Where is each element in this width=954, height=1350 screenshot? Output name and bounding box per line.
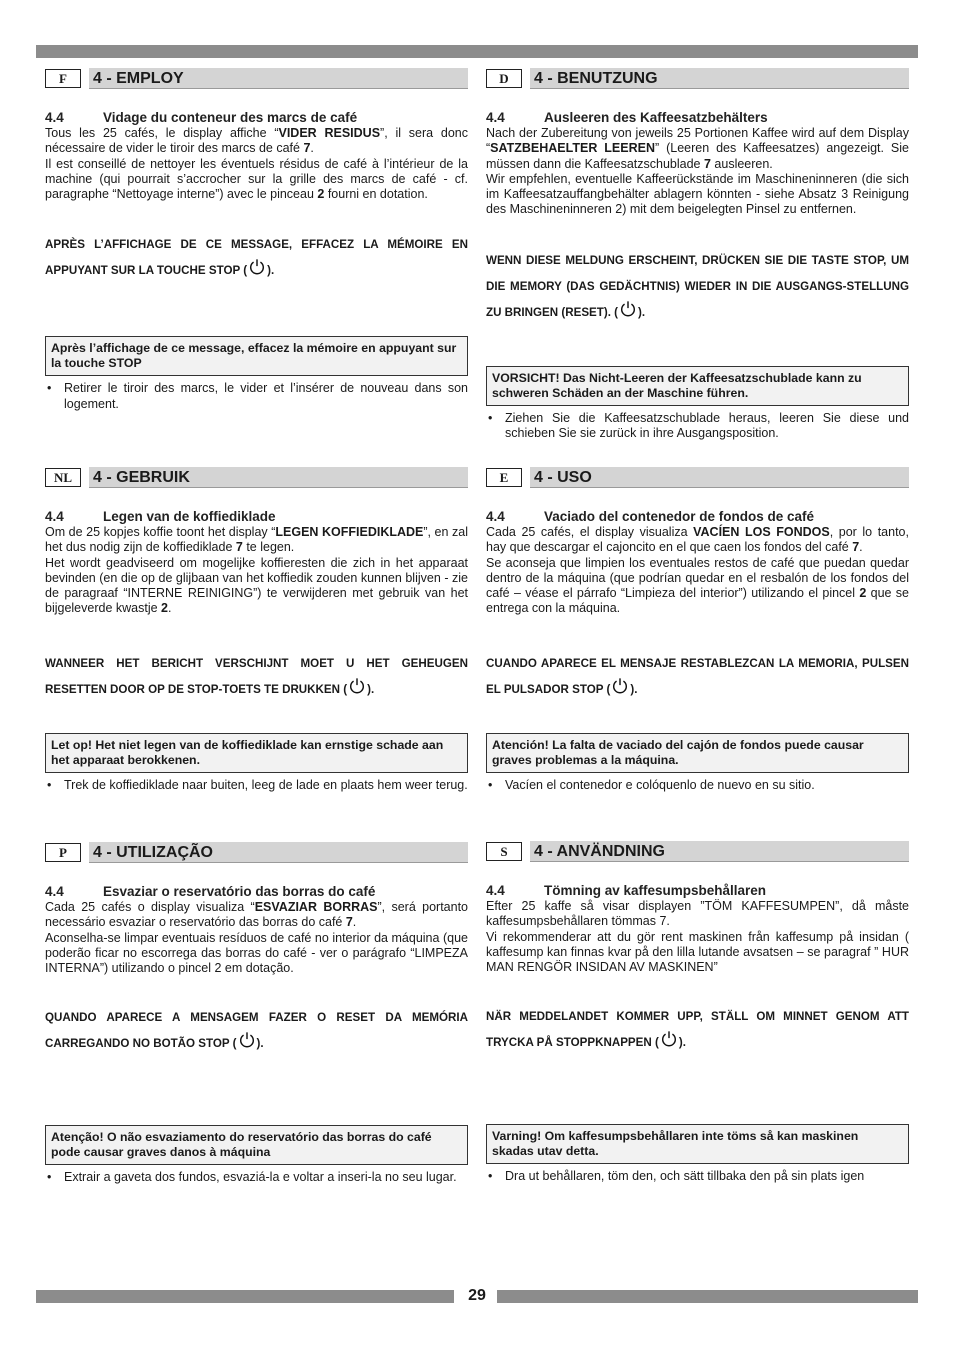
text: Wir empfehlen, eventuelle Kaffeerückstände im Maschineninneren (die sich im Kaffeesatzauffangbehälter ablagern könnten - siehe Absatz 3 Reinigung des Maschineninneren 2) mit dem beigelegten Pinsel zu entfernen. — [486, 171, 909, 217]
part-number: 7 — [303, 141, 311, 156]
display-message: VIDER RESIDUS — [278, 126, 381, 140]
section-header — [486, 68, 909, 90]
section-title: 4 - USO — [534, 469, 592, 486]
text: Il est conseillé de nettoyer les éventuels résidus de café à l’intérieur de la machine (qui pourrait s’accrocher sur la grille des marcs de café - cf. paragraphe “Nettoyage interne”) avec le pinceau — [45, 156, 468, 202]
power-icon — [619, 300, 637, 318]
section-header — [486, 841, 909, 863]
body-text — [45, 900, 468, 976]
text: . — [310, 141, 314, 156]
bullet-item — [486, 411, 909, 442]
display-message: VACÍEN LOS FONDOS — [693, 525, 830, 539]
body-text — [45, 126, 468, 202]
text: ). — [638, 305, 646, 319]
bullet-dot: • — [488, 1169, 493, 1184]
part-number: 2 — [859, 586, 867, 601]
bullet-text: Extrair a gaveta dos fundos, esvaziá-la e voltar a inseri-la no seu lugar. — [64, 1170, 457, 1185]
body-text — [45, 525, 468, 617]
text: que se entrega con la máquina. — [486, 586, 909, 616]
subsection-title: Vidage du conteneur des marcs de café — [103, 110, 358, 125]
bullet-text: Dra ut behållaren, töm den, och sätt tillbaka den på sin plats igen — [505, 1169, 865, 1184]
subsection-heading — [45, 884, 468, 900]
bullet-item — [486, 1169, 909, 1184]
text: APRÈS L’AFFICHAGE DE CE MESSAGE, EFFACEZ LA MÉMOIRE EN APPUYANT SUR LA TOUCHE STOP ( — [45, 238, 468, 278]
text: NÄR MEDDELANDET KOMMER UPP, STÄLL OM MINNET GENOM ATT TRYCKA PÅ STOPPKNAPPEN ( — [486, 1010, 909, 1050]
section-pt — [45, 842, 468, 1186]
power-icon — [248, 258, 266, 276]
text: ). — [267, 264, 275, 278]
section-nl — [45, 467, 468, 793]
section-title: 4 - UTILIZAÇÃO — [93, 844, 213, 861]
text: Aconselha-se limpar eventuais resíduos de café no interior da máquina (que poderão ficar no escorrega das borras do café - ver o parágrafo “LIMPEZA INTERNA”) utilizando o pincel 2 em dotação. — [45, 930, 468, 976]
text: ” (Leeren des Kaffeesatzes) angezeigt. Sie müssen dann die Kaffeesatzschublade — [486, 141, 909, 171]
section-title: 4 - BENUTZUNG — [534, 70, 658, 87]
page-number: 29 — [468, 1287, 486, 1304]
text: Om de 25 kopjes koffie toont het display “ — [45, 525, 276, 539]
paragraph-2 — [45, 157, 468, 203]
section-header — [45, 842, 468, 864]
section-fr — [45, 68, 468, 412]
bullet-item — [45, 1170, 468, 1185]
section-title: 4 - EMPLOY — [93, 70, 184, 87]
text: ausleeren. — [710, 156, 773, 171]
body-text — [486, 525, 909, 617]
paragraph-2 — [486, 930, 909, 976]
warning-box: Atención! La falta de vaciado del cajón de fondos puede causar graves problemas a la máquina. — [486, 733, 909, 773]
text: ). — [678, 1036, 686, 1050]
section-header — [45, 68, 468, 90]
reset-instruction — [486, 651, 909, 703]
text: Cada 25 cafés, el display visualiza — [486, 525, 694, 539]
reset-instruction — [45, 232, 468, 284]
subsection-number: 4.4 — [45, 509, 64, 524]
reset-instruction — [45, 651, 468, 703]
warning-box: Atenção! O não esvaziamento do reservatório das borras do café pode causar graves danos à máquina — [45, 1125, 468, 1165]
body-text — [486, 899, 909, 975]
paragraph-1 — [45, 900, 468, 931]
reset-instruction — [45, 1005, 468, 1057]
bullet-dot: • — [47, 1170, 52, 1185]
text: Cada 25 cafés o display visualiza “ — [45, 900, 255, 914]
section-sv — [486, 841, 909, 1185]
text: WANNEER HET BERICHT VERSCHIJNT MOET U HET GEHEUGEN RESETTEN DOOR OP DE STOP-TOETS TE DRUKKEN ( — [45, 656, 468, 696]
subsection-title: Esvaziar o reservatório das borras do café — [103, 884, 376, 899]
text: ). — [630, 682, 638, 696]
text: . — [168, 601, 172, 616]
subsection-heading — [45, 509, 468, 525]
section-de — [486, 68, 909, 441]
subsection-number: 4.4 — [486, 110, 505, 125]
display-message: LEGEN KOFFIEDIKLADE — [275, 525, 424, 539]
bullet-dot: • — [488, 777, 493, 792]
section-title: 4 - GEBRUIK — [93, 469, 190, 486]
section-es — [486, 467, 909, 793]
text: ). — [256, 1037, 264, 1051]
language-badge: F — [45, 69, 81, 88]
subsection-title: Vaciado del contenedor de fondos de café — [544, 509, 815, 524]
subsection-title: Legen van de koffiediklade — [103, 509, 276, 524]
power-icon — [660, 1030, 678, 1048]
text: . — [352, 915, 357, 930]
power-icon — [238, 1031, 256, 1049]
bullet-text: Ziehen Sie die Kaffeesatzschublade heraus, leeren Sie diese und schieben Sie sie zurück in ihre Ausgangsposition. — [505, 410, 909, 441]
top-rule — [36, 45, 918, 58]
text: . — [859, 540, 863, 555]
bottom-rule-right — [497, 1290, 918, 1303]
paragraph-1 — [45, 525, 468, 556]
subsection-heading — [486, 883, 909, 899]
language-badge: P — [45, 843, 81, 862]
warning-box: Let op! Het niet legen van de koffiediklade kan ernstige schade aan het apparaat berokkenen. — [45, 733, 468, 773]
subsection-heading — [45, 110, 468, 126]
part-number: 7 — [852, 540, 860, 555]
subsection-number: 4.4 — [45, 884, 64, 899]
language-badge: D — [486, 69, 522, 88]
bullet-item — [486, 778, 909, 793]
paragraph-1 — [486, 126, 909, 172]
power-icon — [348, 677, 366, 695]
paragraph-2 — [486, 556, 909, 617]
display-message: SATZBEHAELTER LEEREN — [490, 141, 655, 156]
paragraph-1 — [45, 126, 468, 157]
text: , por lo tanto, hay que descargar el cajoncito en el que caen los fondos del café — [486, 525, 909, 555]
paragraph-2 — [45, 556, 468, 617]
part-number: 7 — [345, 915, 353, 930]
language-badge: NL — [45, 468, 81, 487]
subsection-heading — [486, 110, 909, 126]
part-number: 7 — [703, 156, 711, 171]
paragraph-2 — [486, 172, 909, 218]
text: ”, en zal het dus nodig zijn de koffiediklade — [45, 525, 468, 555]
text: Tous les 25 cafés, le display affiche “ — [45, 126, 279, 140]
part-number: 7 — [235, 540, 243, 555]
paragraph-1 — [486, 899, 909, 930]
text: Efter 25 kaffe så visar displayen ”TÖM KAFFESUMPEN”, då måste kaffesumpsbehållaren tömmas 7. — [486, 899, 909, 929]
text: fourni en dotation. — [324, 187, 428, 202]
language-badge: S — [486, 842, 522, 861]
bullet-dot: • — [47, 381, 52, 396]
text: Vi rekommenderar att du gör rent maskinen från kaffesump på insidan ( kaffesump kan finnas kvar på den lilla lutande avsatsen – se paragraf ” HUR MAN RENGÖR INSIDAN AV MASKINEN” — [486, 929, 909, 975]
text: Nach der Zubereitung von jeweils 25 Portionen Kaffee wird auf dem Display “ — [486, 126, 909, 156]
part-number: 2 — [161, 601, 168, 616]
subsection-number: 4.4 — [486, 509, 505, 524]
section-header — [45, 467, 468, 489]
paragraph-2 — [45, 931, 468, 977]
text: WENN DIESE MELDUNG ERSCHEINT, DRÜCKEN SIE DIE TASTE STOP, UM DIE MEMORY (DAS GEDÄCHTNIS) WIEDER IN DIE AUSGANGS-STELLUNG ZU BRINGEN (RESET). ( — [486, 253, 909, 319]
bullet-text: Trek de koffiediklade naar buiten, leeg de lade en plaats hem weer terug. — [64, 777, 468, 792]
power-icon — [611, 677, 629, 695]
text: ”, il sera donc nécessaire de vider le tiroir des marcs de café — [45, 126, 468, 156]
subsection-number: 4.4 — [486, 883, 505, 898]
text: ”, será portanto necessário esvaziar o reservatório das borras do café — [45, 900, 469, 930]
warning-box: VORSICHT! Das Nicht-Leeren der Kaffeesatzschublade kann zu schweren Schäden an der Maschine führen. — [486, 366, 909, 406]
text: Se aconseja que limpien los eventuales restos de café que puedan quedar dentro de la máquina (que podrían quedar en el resbalón de los fondos del café – véase el párrafo “Limpieza del interior”) utilizando el pincel — [486, 555, 909, 601]
warning-box: Varning! Om kaffesumpsbehållaren inte töms så kan maskinen skadas utav detta. — [486, 1124, 909, 1164]
reset-instruction — [486, 1004, 909, 1056]
part-number: 2 — [317, 187, 325, 202]
warning-box: Après l’affichage de ce message, effacez la mémoire en appuyant sur la touche STOP — [45, 336, 468, 376]
section-header — [486, 467, 909, 489]
bottom-rule-left — [36, 1290, 454, 1303]
subsection-title: Ausleeren des Kaffeesatzbehälters — [544, 110, 768, 125]
paragraph-1 — [486, 525, 909, 556]
display-message: ESVAZIAR BORRAS — [254, 900, 378, 914]
text: ). — [367, 682, 375, 696]
subsection-number: 4.4 — [45, 110, 64, 125]
reset-instruction — [486, 248, 909, 326]
bullet-text: Vacíen el contenedor e colóquenlo de nuevo en su sitio. — [505, 777, 815, 792]
bullet-dot: • — [488, 410, 493, 425]
text: CUANDO APARECE EL MENSAJE RESTABLEZCAN LA MEMORIA, PULSEN EL PULSADOR STOP ( — [486, 656, 909, 696]
text: QUANDO APARECE A MENSAGEM FAZER O RESET DA MEMÓRIA CARREGANDO NO BOTÃO STOP ( — [45, 1011, 468, 1051]
bullet-dot: • — [47, 777, 52, 792]
text: te legen. — [242, 540, 295, 555]
bullet-item — [45, 381, 468, 412]
section-title: 4 - ANVÄNDNING — [534, 843, 665, 860]
subsection-title: Tömning av kaffesumpsbehållaren — [544, 883, 767, 898]
text: Het wordt geadviseerd om mogelijke koffieresten die zich in het apparaat bevinden (en die op de glijbaan van het koffiedik zouden kunnen blijven - zie de paragraaf “INTERNE REINIGING”) te verwijderen met gebruik van het bijgeleverde kwastje — [45, 555, 468, 616]
language-badge: E — [486, 468, 522, 487]
body-text — [486, 126, 909, 218]
bullet-text: Retirer le tiroir des marcs, le vider et l’insérer de nouveau dans son logement. — [64, 381, 468, 411]
bullet-item — [45, 778, 468, 793]
subsection-heading — [486, 509, 909, 525]
